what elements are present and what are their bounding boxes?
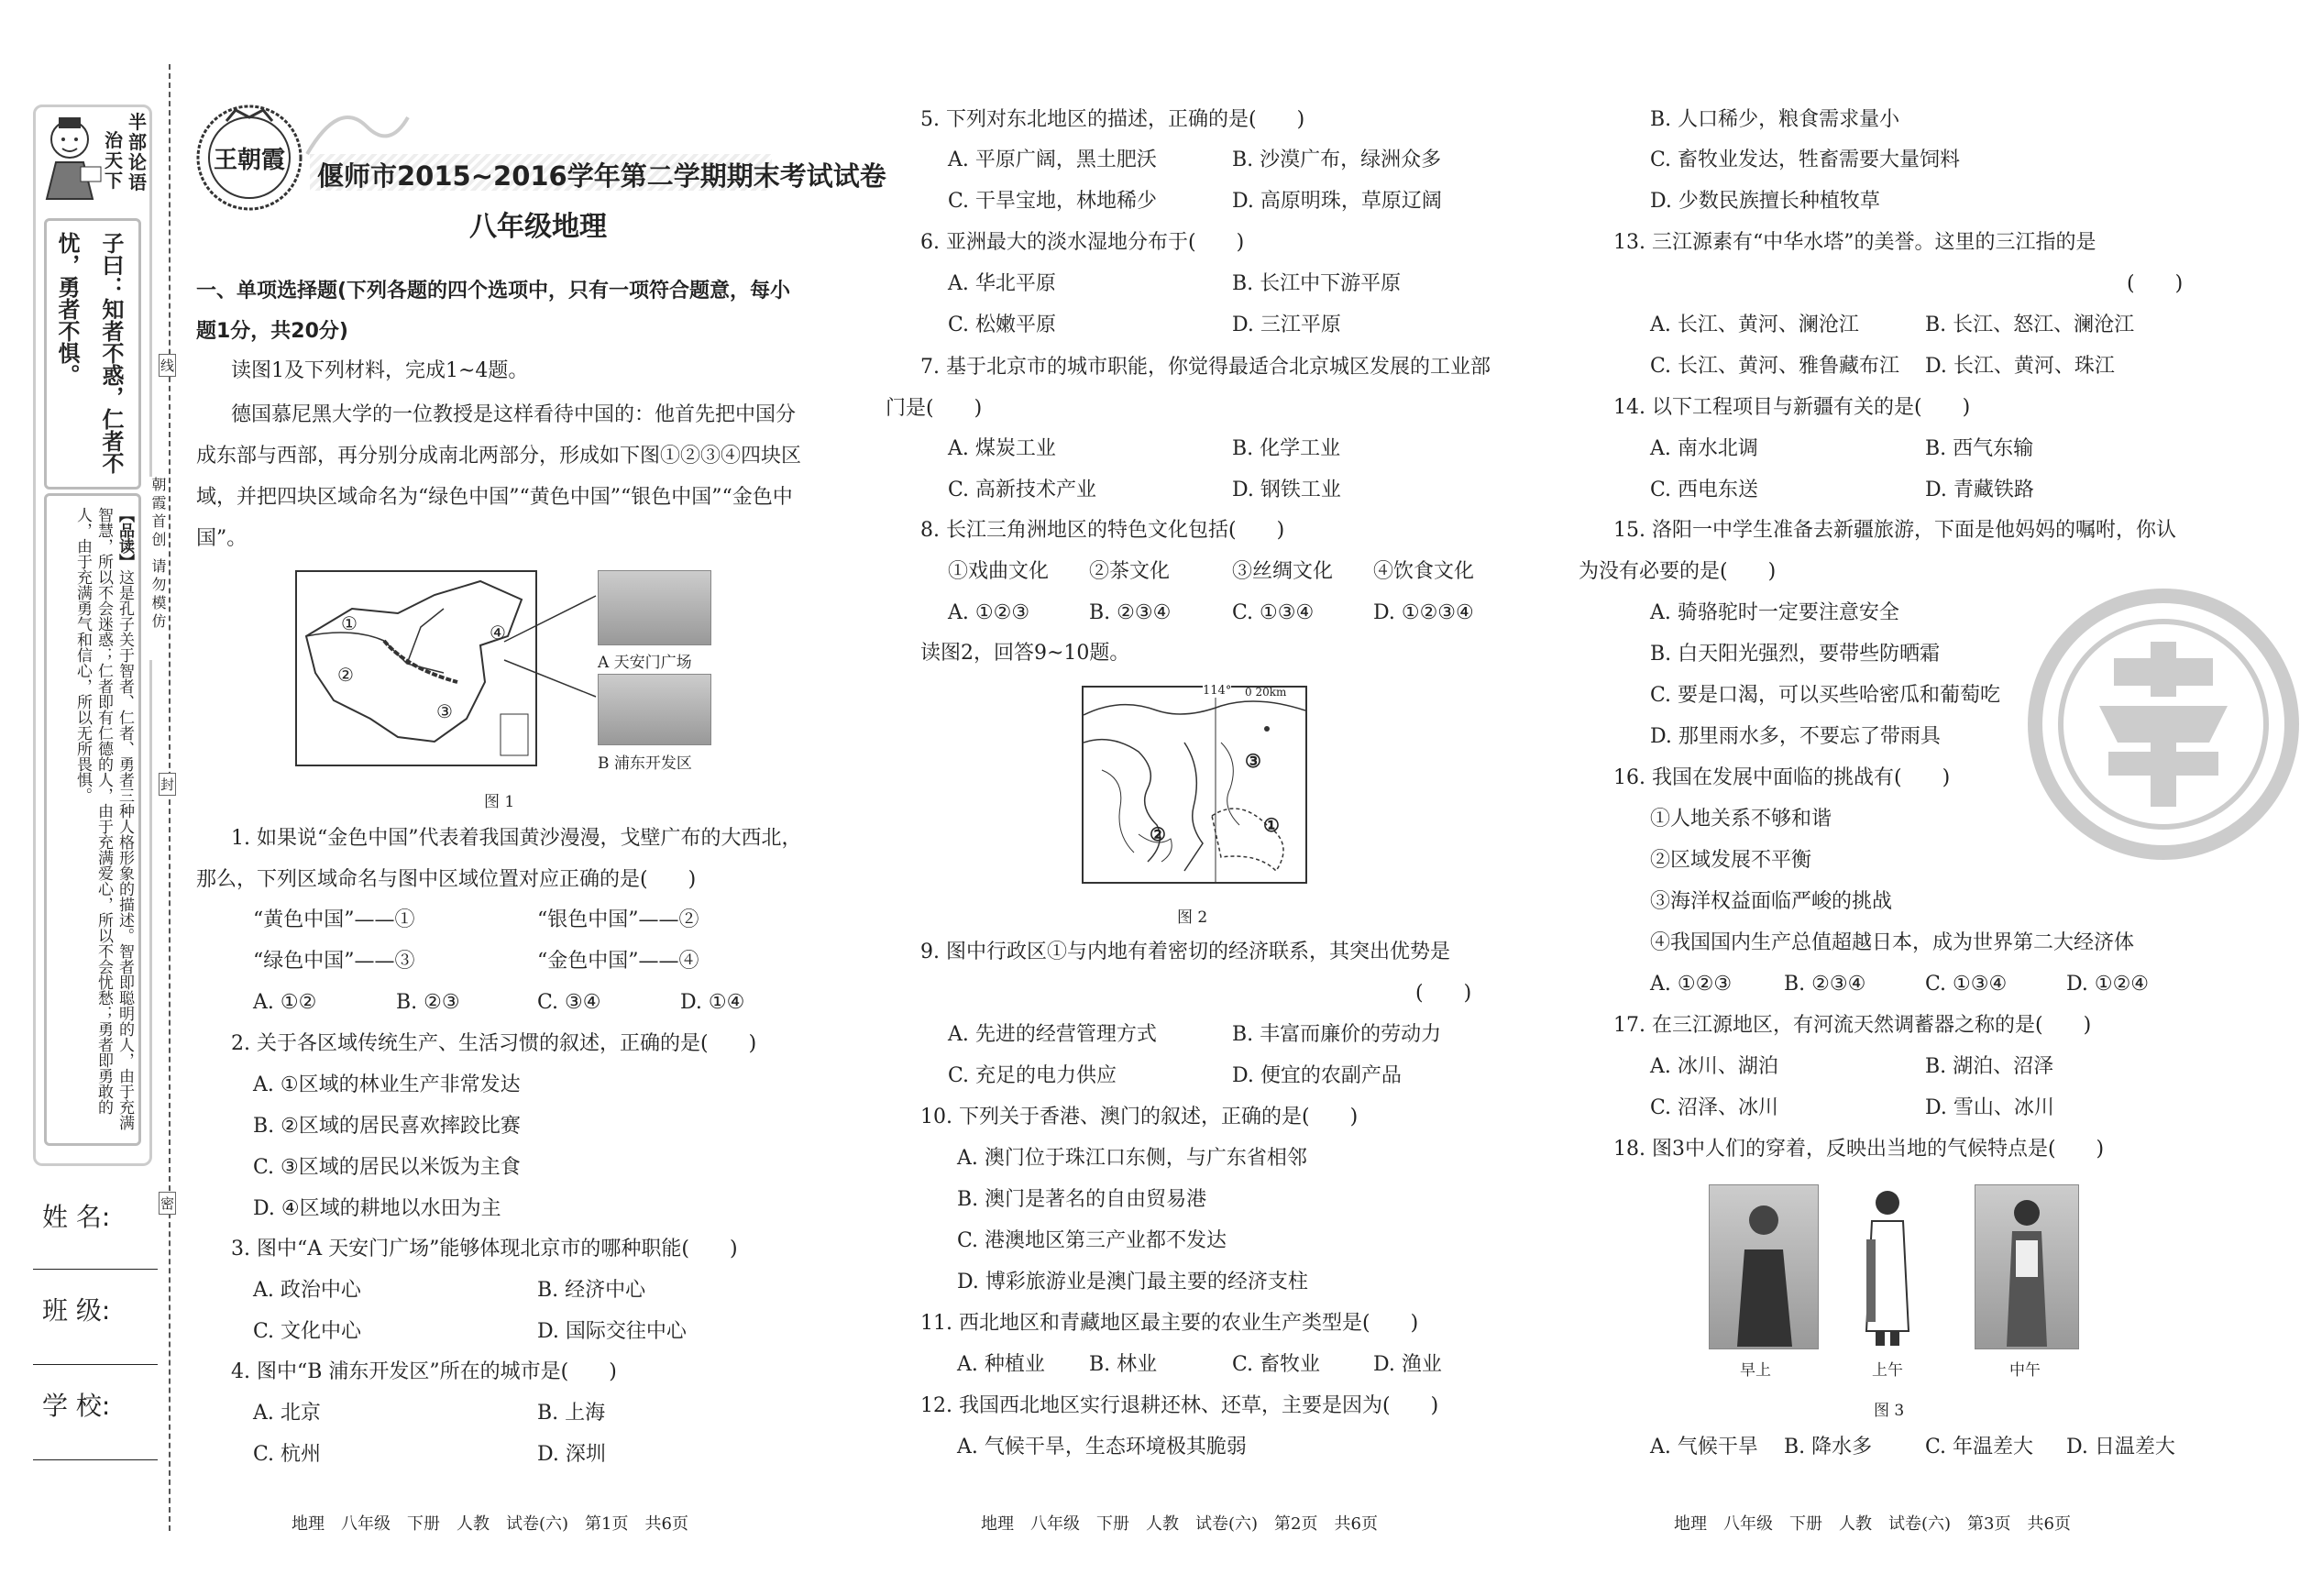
question-2: 2. 关于各区域传统生产、生活习惯的叙述，正确的是( ): [231, 1032, 757, 1055]
question-12: 12. 我国西北地区实行退耕还林、还草，主要是因为( ): [920, 1394, 1439, 1417]
q8-option-a[interactable]: A. ①②③: [948, 601, 1030, 624]
name-field-line: [33, 1269, 158, 1270]
question-1: 1. 如果说“金色中国”代表着我国黄沙漫漫，戈壁广布的大西北，那么，下列区域命名与图中区域位置对应正确的是( ): [196, 827, 802, 891]
page-footer-2: 地理 八年级 下册 人教 试卷(六) 第2页 共6页: [981, 1514, 1378, 1534]
page-title: 偃师市2015~2016学年第二学期期末考试试卷: [317, 160, 886, 192]
question-4: 4. 图中“B 浦东开发区”所在的城市是( ): [231, 1360, 617, 1383]
person-noon-photo: [1975, 1184, 2079, 1349]
map-mark-1: ①: [341, 612, 358, 634]
q1-option-b[interactable]: B. ②③: [396, 991, 460, 1014]
binding-char-secret: 密: [159, 1192, 176, 1215]
q8-option-c[interactable]: C. ①③④: [1232, 601, 1315, 624]
q11-option-b[interactable]: B. 林业: [1089, 1353, 1158, 1376]
q16-option-c[interactable]: C. ①③④: [1925, 973, 2008, 996]
q17-option-c[interactable]: C. 沼泽、冰川: [1650, 1096, 1779, 1119]
question-14: 14. 以下工程项目与新疆有关的是( ): [1613, 396, 1971, 419]
question-11: 11. 西北地区和青藏地区最主要的农业生产类型是( ): [920, 1312, 1419, 1335]
q8-option-d[interactable]: D. ①②③④: [1373, 601, 1474, 624]
q1-option-c[interactable]: C. ③④: [537, 991, 601, 1014]
q18-option-a[interactable]: A. 气候干旱: [1650, 1436, 1758, 1458]
q3-option-b[interactable]: B. 经济中心: [537, 1279, 646, 1302]
reading-label: 【品读】: [116, 507, 134, 569]
q5-option-a[interactable]: A. 平原广阔，黑土肥沃: [948, 149, 1157, 171]
question-18: 18. 图3中人们的穿着，反映出当地的气候特点是( ): [1613, 1138, 2105, 1161]
q12-option-c[interactable]: C. 畜牧业发达，牲畜需要大量饲料: [1650, 149, 1961, 171]
q16-item: ④我国国内生产总值超越日本，成为世界第二大经济体: [1650, 931, 2135, 954]
q14-option-c[interactable]: C. 西电东送: [1650, 479, 1759, 501]
q12-option-d[interactable]: D. 少数民族擅长种植牧草: [1650, 190, 1880, 213]
figure-1-caption-b: B 浦东开发区: [598, 754, 692, 773]
q10-option-c[interactable]: C. 港澳地区第三产业都不发达: [957, 1229, 1227, 1252]
q10-option-b[interactable]: B. 澳门是著名的自由贸易港: [957, 1188, 1207, 1211]
figure-1-leader-lines: [495, 587, 605, 715]
person-morning-photo: [1709, 1184, 1819, 1349]
secret-stamp-icon: [2026, 587, 2300, 862]
q10-option-d[interactable]: D. 博彩旅游业是澳门最主要的经济支柱: [957, 1271, 1308, 1293]
q11-option-c[interactable]: C. 畜牧业: [1232, 1353, 1321, 1376]
q5-option-d[interactable]: D. 高原明珠，草原辽阔: [1232, 190, 1442, 213]
q18-option-d[interactable]: D. 日温差大: [2066, 1436, 2175, 1458]
q2-option-d[interactable]: D. ④区域的耕地以水田为主: [253, 1197, 501, 1220]
question-10: 10. 下列关于香港、澳门的叙述，正确的是( ): [920, 1106, 1359, 1128]
question-17: 17. 在三江源地区，有河流天然调蓄器之称的是( ): [1613, 1014, 2092, 1037]
q4-option-c[interactable]: C. 杭州: [253, 1443, 322, 1466]
question-15: 15. 洛阳一中学生准备去新疆旅游，下面是他妈妈的嘱咐，你认为没有必要的是( ): [1579, 519, 2176, 583]
notice-text: 朝霞首创 请勿模仿: [149, 477, 167, 660]
badge-char: 天: [105, 149, 123, 171]
question-8: 8. 长江三角洲地区的特色文化包括( ): [920, 519, 1285, 542]
q9-paren: ( ): [1415, 982, 1472, 1005]
q6-option-b[interactable]: B. 长江中下游平原: [1232, 272, 1402, 295]
page-footer-1: 地理 八年级 下册 人教 试卷(六) 第1页 共6页: [292, 1514, 688, 1534]
fig3-caption-morning: 早上: [1740, 1361, 1771, 1380]
fig3-caption-forenoon: 上午: [1872, 1361, 1903, 1380]
q2-option-b[interactable]: B. ②区域的居民喜欢摔跤比赛: [253, 1115, 521, 1138]
q15-option-c[interactable]: C. 要是口渴，可以买些哈密瓜和葡萄吃: [1650, 684, 2001, 707]
reading-intro-2: 读图2，回答9~10题。: [920, 642, 1130, 665]
q14-option-a[interactable]: A. 南水北调: [1650, 437, 1758, 460]
person-forenoon-photo: [1855, 1184, 1920, 1348]
q4-option-b[interactable]: B. 上海: [537, 1402, 606, 1425]
q13-option-c[interactable]: C. 长江、黄河、雅鲁藏布江: [1650, 355, 1900, 378]
q11-option-a[interactable]: A. 种植业: [957, 1353, 1045, 1376]
q17-option-d[interactable]: D. 雪山、冰川: [1925, 1096, 2054, 1119]
q7-option-c[interactable]: C. 高新技术产业: [948, 479, 1097, 501]
map-mark-4: ④: [490, 622, 506, 644]
figure-2-scale: 0 20km: [1245, 686, 1287, 699]
q11-option-d[interactable]: D. 渔业: [1373, 1353, 1442, 1376]
badge-char: 语: [128, 171, 147, 193]
figure-2-longitude: 114°: [1203, 684, 1232, 698]
logo-icon: [194, 103, 304, 213]
class-field-label: 班 级:: [42, 1295, 111, 1326]
q16-option-a[interactable]: A. ①②③: [1650, 973, 1733, 996]
question-7: 7. 基于北京市的城市职能，你觉得最适合北京城区发展的工业部门是( ): [886, 356, 1491, 420]
map-mark-3: ③: [436, 700, 453, 722]
q5-option-b[interactable]: B. 沙漠广布，绿洲众多: [1232, 149, 1442, 171]
fig3-caption-noon: 中午: [2009, 1361, 2041, 1380]
badge-char: 论: [128, 151, 147, 173]
question-9: 9. 图中行政区①与内地有着密切的经济联系，其突出优势是: [920, 941, 1450, 963]
school-field-label: 学 校:: [42, 1391, 111, 1421]
q1-pair: “绿色中国”——③: [253, 950, 415, 973]
q16-item: ①人地关系不够和谐: [1650, 808, 1832, 831]
q10-option-a[interactable]: A. 澳门位于珠江口东侧，与广东省相邻: [957, 1147, 1307, 1170]
figure-1-label: 图 1: [484, 793, 515, 811]
question-13: 13. 三江源素有“中华水塔”的美誉。这里的三江指的是: [1613, 231, 2096, 254]
figure-2-map: [1082, 686, 1307, 884]
sidebar-frame: [33, 105, 152, 1166]
q1-option-d[interactable]: D. ①④: [680, 991, 745, 1014]
q3-option-c[interactable]: C. 文化中心: [253, 1320, 362, 1343]
q4-option-d[interactable]: D. 深圳: [537, 1443, 606, 1466]
question-3: 3. 图中“A 天安门广场”能够体现北京市的哪种职能( ): [231, 1238, 738, 1260]
q16-option-b[interactable]: B. ②③④: [1784, 973, 1866, 996]
q6-option-a[interactable]: A. 华北平原: [948, 272, 1056, 295]
q14-option-b[interactable]: B. 西气东输: [1925, 437, 2034, 460]
map2-mark-1: ①: [1263, 814, 1280, 836]
material-paragraph: 德国慕尼黑大学的一位教授是这样看待中国的：他首先把中国分成东部与西部，再分别分成南北两部分，形成如下图①②③④四块区域，并把四块区域命名为“绿色中国”“黄色中国”“银色中国”“金色中国”。: [196, 403, 802, 550]
badge-char: 下: [105, 170, 123, 192]
q6-option-c[interactable]: C. 松嫩平原: [948, 314, 1057, 336]
q15-option-d[interactable]: D. 那里雨水多，不要忘了带雨具: [1650, 725, 1941, 748]
question-5: 5. 下列对东北地区的描述，正确的是( ): [920, 108, 1305, 131]
q9-option-a[interactable]: A. 先进的经营管理方式: [948, 1023, 1157, 1046]
q12-option-b[interactable]: B. 人口稀少，粮食需求量小: [1650, 108, 1900, 131]
q15-option-a[interactable]: A. 骑骆驼时一定要注意安全: [1650, 601, 1899, 624]
q14-option-d[interactable]: D. 青藏铁路: [1925, 479, 2034, 501]
binding-dashed-line: [169, 64, 171, 1531]
q1-pair: “黄色中国”——①: [253, 908, 415, 931]
page-subtitle: 八年级地理: [469, 211, 607, 243]
figure-1-caption-a: A 天安门广场: [598, 654, 692, 672]
question-16: 16. 我国在发展中面临的挑战有( ): [1613, 766, 1951, 789]
figure-2-label: 图 2: [1177, 908, 1208, 927]
figure-3-label: 图 3: [1874, 1402, 1905, 1420]
q9-option-b[interactable]: B. 丰富而廉价的劳动力: [1232, 1023, 1442, 1046]
badge-char: 半: [128, 111, 147, 133]
badge-char: 治: [105, 129, 123, 151]
q4-option-a[interactable]: A. 北京: [253, 1402, 321, 1425]
q13-option-b[interactable]: B. 长江、怒江、澜沧江: [1925, 314, 2135, 336]
map2-mark-2: ②: [1150, 823, 1166, 845]
q18-option-c[interactable]: C. 年温差大: [1925, 1436, 2034, 1458]
q3-option-a[interactable]: A. 政治中心: [253, 1279, 361, 1302]
q16-item: ③海洋权益面临严峻的挑战: [1650, 890, 1893, 913]
q16-item: ②区域发展不平衡: [1650, 849, 1812, 872]
q2-option-a[interactable]: A. ①区域的林业生产非常发达: [253, 1073, 521, 1096]
q7-option-a[interactable]: A. 煤炭工业: [948, 437, 1056, 460]
q15-option-b[interactable]: B. 白天阳光强烈，要带些防晒霜: [1650, 643, 1941, 666]
page-footer-3: 地理 八年级 下册 人教 试卷(六) 第3页 共6页: [1674, 1514, 2071, 1534]
map2-mark-3: ③: [1245, 750, 1261, 772]
badge-char: 部: [128, 131, 147, 153]
pudong-photo: [598, 674, 711, 745]
quote-text: 子曰：知者不惑，仁者不忧，勇者不惧。: [54, 232, 124, 474]
q18-option-b[interactable]: B. 降水多: [1784, 1436, 1873, 1458]
q13-option-d[interactable]: D. 长江、黄河、珠江: [1925, 355, 2115, 378]
school-field-line: [33, 1459, 158, 1460]
reading-body: 这是孔子关于智者、仁者、勇者三种人格形象的描述。智者即聪明的人，由于充满智慧，所以不会迷惑；仁者即有仁德的人，由于充满爱心，所以不会忧愁；勇者即勇敢的人，由于充满勇气和信心，所以无所畏惧。: [73, 507, 134, 1130]
q3-option-d[interactable]: D. 国际交往中心: [537, 1320, 687, 1343]
q13-paren: ( ): [2127, 272, 2184, 295]
q8-option-b[interactable]: B. ②③④: [1089, 601, 1172, 624]
logo-text: 王朝霞: [213, 147, 285, 174]
q8-item: ①戏曲文化: [948, 560, 1050, 583]
q8-item: ②茶文化: [1089, 560, 1171, 583]
q17-option-b[interactable]: B. 湖泊、沼泽: [1925, 1055, 2054, 1078]
name-field-label: 姓 名:: [42, 1202, 111, 1232]
question-6: 6. 亚洲最大的淡水湿地分布于( ): [920, 231, 1245, 254]
reading-intro: 读图1及下列材料，完成1~4题。: [231, 359, 529, 382]
q8-item: ③丝绸文化: [1232, 560, 1334, 583]
q8-item: ④饮食文化: [1373, 560, 1475, 583]
binding-char-seal: 封: [159, 773, 176, 796]
q1-pair: “金色中国”——④: [537, 950, 699, 973]
q7-option-d[interactable]: D. 钢铁工业: [1232, 479, 1341, 501]
q13-option-a[interactable]: A. 长江、黄河、澜沧江: [1650, 314, 1859, 336]
q16-option-d[interactable]: D. ①②④: [2066, 973, 2150, 996]
q2-option-c[interactable]: C. ③区域的居民以米饭为主食: [253, 1156, 521, 1179]
q9-option-d[interactable]: D. 便宜的农副产品: [1232, 1064, 1402, 1087]
q5-option-c[interactable]: C. 干旱宝地，林地稀少: [948, 190, 1158, 213]
binding-char-line: 线: [159, 354, 176, 377]
section-heading: 一、单项选择题(下列各题的四个选项中，只有一项符合题意，每小题1分，共20分): [196, 280, 791, 343]
q6-option-d[interactable]: D. 三江平原: [1232, 314, 1341, 336]
map-mark-2: ②: [337, 664, 354, 686]
q9-option-c[interactable]: C. 充足的电力供应: [948, 1064, 1117, 1087]
q12-option-a[interactable]: A. 气候干旱，生态环境极其脆弱: [957, 1436, 1247, 1458]
q17-option-a[interactable]: A. 冰川、湖泊: [1650, 1055, 1778, 1078]
q1-pair: “银色中国”——②: [537, 908, 699, 931]
tiananmen-photo: [598, 570, 711, 645]
q1-option-a[interactable]: A. ①②: [253, 991, 317, 1014]
class-field-line: [33, 1364, 158, 1365]
q7-option-b[interactable]: B. 化学工业: [1232, 437, 1341, 460]
